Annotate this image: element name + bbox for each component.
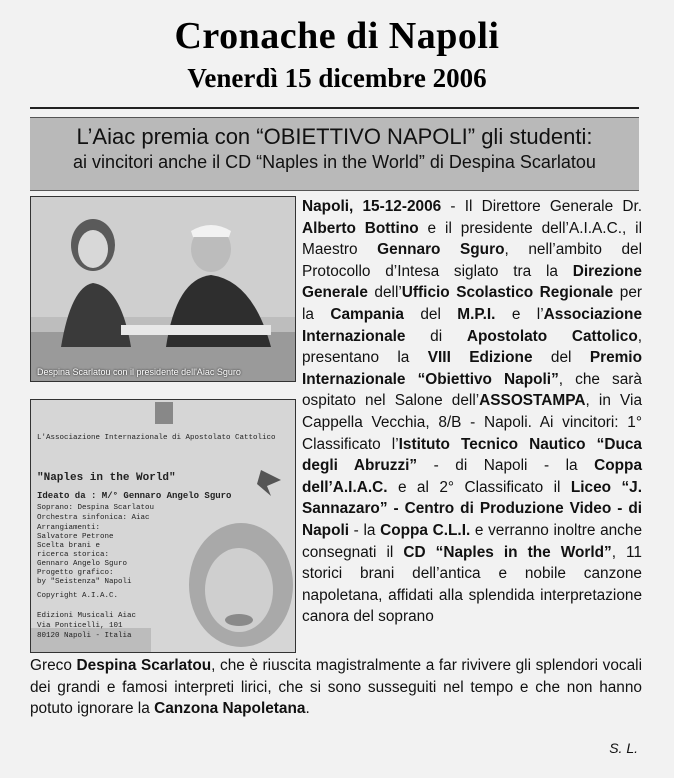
- cd-cover-line: Soprano: Despina Scarlatou: [37, 504, 155, 512]
- article-paragraph-end: Greco Despina Scarlatou, che è riuscita magistralmente a far rivivere gli splendori vocali dei grandi e famosi interpreti lirici, che si sono susseguiti nel tempo e che non hanno potuto ignorare la Canzona Napoletana.: [30, 657, 642, 718]
- photo-caption: Despina Scarlatou con il presidente dell'Aiac Sguro: [37, 367, 241, 377]
- cd-cover-line: Arrangiamenti:: [37, 524, 101, 532]
- author-signature: S. L.: [609, 740, 638, 756]
- cd-cover-line: 80120 Napoli - Italia: [37, 632, 132, 640]
- article-paragraph: Napoli, 15-12-2006 - Il Direttore Generale Dr. Alberto Bottino e il presidente dell’A.I.A.C., il Maestro Gennaro Sguro, nell’ambito del Protocollo d’Intesa siglato tra la Direzione Generale dell’Ufficio Scolastico Regionale per la Campania del M.P.I. e l’Associazione Internazionale di Apostolato Cattolico, presentano la VIII Edizione del Premio Internazionale “Obiettivo Napoli”, che sarà ospitato nel Salone dell’ASSOSTAMPA, in Via Cappella Vecchia, 8/B - Napoli. Ai vincitori: 1° Classificato l’Istituto Tecnico Nautico “Duca degli Abruzzi” - di Napoli - la Coppa dell’A.I.A.C. e al 2° Classificato il Liceo “J. Sannazaro” - Centro di Produzione Video - di Napoli - la Coppa C.L.I. e verranno inoltre anche consegnati il CD “Naples in the World”, 11 storici brani dell’antica e nobile canzone napoletana, affidati alla splendida interpretazione canora del soprano: [302, 198, 643, 626]
- headline: L’Aiac premia con “OBIETTIVO NAPOLI” gli studenti:: [76, 124, 593, 149]
- cd-cover-line: ricerca storica:: [37, 551, 110, 559]
- cd-cover-line: Edizioni Musicali Aiac: [37, 612, 137, 620]
- newspaper-title: Cronache di Napoli: [174, 15, 500, 57]
- publication-date: Venerdì 15 dicembre 2006: [187, 63, 487, 93]
- cd-cover-line: by "Seistenza" Napoli: [37, 578, 132, 586]
- article-column: [302, 196, 642, 628]
- cd-cover-line: Salvatore Petrone: [37, 533, 114, 541]
- cd-cover-line: Progetto grafico:: [37, 569, 114, 577]
- meeting-photo: [30, 196, 296, 382]
- cd-cover-image: [30, 399, 296, 653]
- subheadline: ai vincitori anche il CD “Naples in the World” di Despina Scarlatou: [73, 152, 596, 172]
- cd-cover-line: L'Associazione Internazionale di Apostolato Cattolico: [37, 434, 276, 442]
- cd-cover-line: Via Ponticelli, 101: [37, 622, 123, 630]
- cd-cover-line: Scelta brani e: [37, 542, 101, 550]
- cd-cover-line: "Naples in the World": [37, 472, 176, 484]
- cd-cover-line: Copyright A.I.A.C.: [37, 592, 119, 600]
- headline-banner: [30, 117, 639, 191]
- meeting-photo-illustration: [31, 197, 295, 381]
- cd-cover-line: Orchestra sinfonica: Aiac: [37, 514, 150, 522]
- article-continuation: [30, 655, 642, 720]
- cd-cover-line: Gennaro Angelo Sguro: [37, 560, 128, 568]
- cd-cover-line: Ideato da : M/° Gennaro Angelo Sguro: [37, 491, 232, 501]
- masthead-divider: [30, 107, 639, 109]
